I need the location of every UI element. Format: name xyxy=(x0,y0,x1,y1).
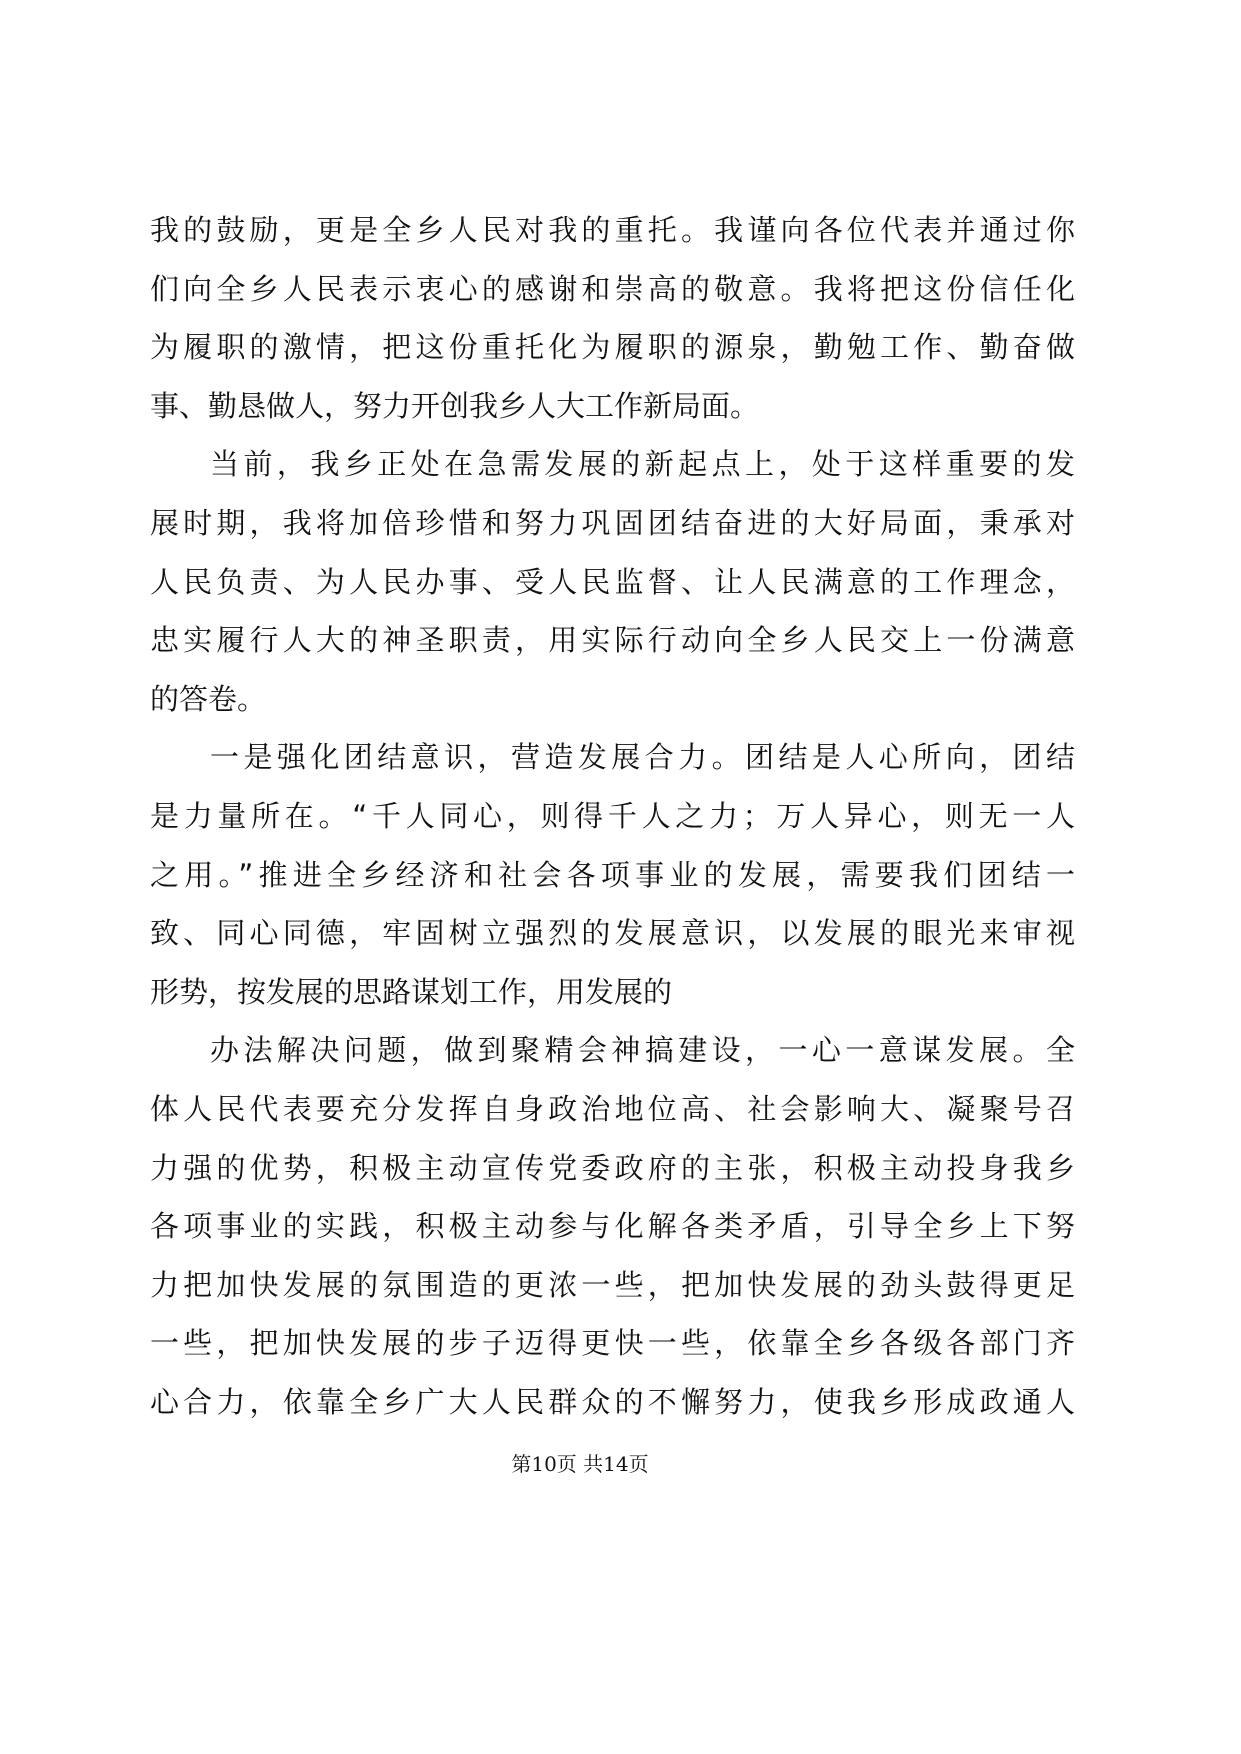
text-line: 力强的优势，积极主动宣传党委政府的主张，积极主动投身我乡 xyxy=(150,1150,1075,1185)
text-line: 忠实履行人大的神圣职责，用实际行动向全乡人民交上一份满意 xyxy=(150,623,1075,658)
text-line: 们向全乡人民表示衷心的感谢和崇高的敬意。我将把这份信任化 xyxy=(150,271,1075,306)
text-line: 我的鼓励，更是全乡人民对我的重托。我谨向各位代表并通过你 xyxy=(150,213,1075,247)
text-line: 之用。”推进全乡经济和社会各项事业的发展，需要我们团结一 xyxy=(150,857,1075,892)
text-line: 是力量所在。“千人同心，则得千人之力；万人异心，则无一人 xyxy=(150,798,1075,833)
page-number-footer: 第10页 共14页 xyxy=(511,1452,649,1476)
document-body xyxy=(150,210,1075,1440)
text-line: 事、勤恳做人，努力开创我乡人大工作新局面。 xyxy=(150,388,760,423)
text-line: 心合力，依靠全乡广大人民群众的不懈努力，使我乡形成政通人 xyxy=(150,1384,1075,1419)
text-line: 当前，我乡正处在急需发展的新起点上，处于这样重要的发 xyxy=(210,447,1075,482)
text-line: 的答卷。 xyxy=(150,681,267,716)
paragraph xyxy=(150,1030,1075,1440)
text-line: 致、同心同德，牢固树立强烈的发展意识，以发展的眼光来审视 xyxy=(150,916,1075,951)
text-line: 人民负责、为人民办事、受人民监督、让人民满意的工作理念， xyxy=(150,564,1075,599)
text-line: 一是强化团结意识，营造发展合力。团结是人心所向，团结 xyxy=(210,740,1075,775)
paragraph xyxy=(150,737,1075,1030)
paragraph xyxy=(150,444,1075,737)
text-line: 体人民代表要充分发挥自身政治地位高、社会影响大、凝聚号召 xyxy=(150,1091,1075,1126)
text-line: 为履职的激情，把这份重托化为履职的源泉，勤勉工作、勤奋做 xyxy=(150,330,1075,365)
text-line: 各项事业的实践，积极主动参与化解各类矛盾，引导全乡上下努 xyxy=(150,1209,1075,1244)
paragraph xyxy=(150,210,1075,444)
text-line: 一些，把加快发展的步子迈得更快一些，依靠全乡各级各部门齐 xyxy=(150,1326,1075,1361)
text-line: 力把加快发展的氛围造的更浓一些，把加快发展的劲头鼓得更足 xyxy=(150,1267,1075,1302)
text-line: 形势，按发展的思路谋划工作，用发展的 xyxy=(150,974,673,1009)
text-line: 办法解决问题，做到聚精会神搞建设，一心一意谋发展。全 xyxy=(210,1033,1075,1068)
text-line: 展时期，我将加倍珍惜和努力巩固团结奋进的大好局面，秉承对 xyxy=(150,505,1075,540)
